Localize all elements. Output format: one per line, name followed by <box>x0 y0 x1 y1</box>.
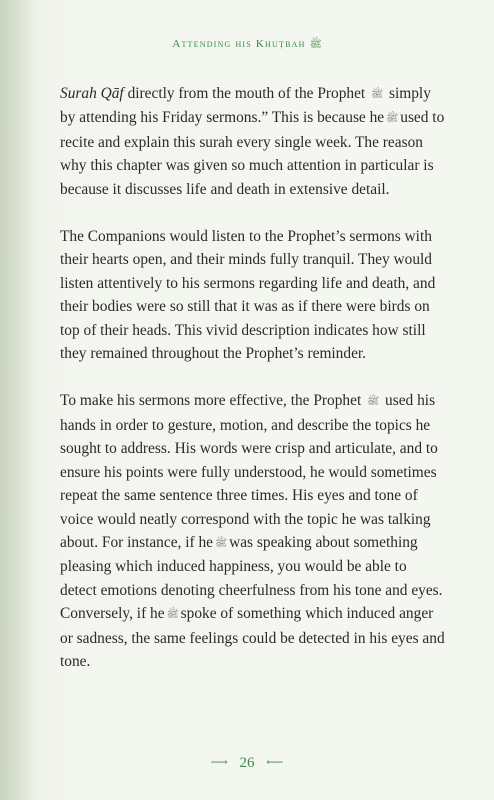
text-run: To make his sermons more effective, the Prophet <box>60 392 366 410</box>
text-run: spoke of something which induced anger or sadness, the same feelings could be detected in his eyes and tone. <box>60 605 445 670</box>
paragraph <box>60 225 445 365</box>
text-run: directly from the mouth of the Prophet <box>123 85 370 102</box>
italic-text: Surah Qāf <box>60 85 124 102</box>
running-head-honorific: ﷺ <box>309 39 322 50</box>
running-head <box>0 38 494 52</box>
paragraph <box>60 82 445 201</box>
text-run: simply by attending his Friday sermons.” This is because he <box>60 85 431 127</box>
folio-ornament-right: ⟵ <box>266 755 284 769</box>
text-run: used to recite and explain this surah every single week. The reason why this chapter was given so much attention in particular is because it discusses life and death in extensive detail. <box>60 109 445 198</box>
folio-ornament-left: ⟶ <box>210 755 228 769</box>
text-run: The Companions would listen to the Prophet’s sermons with their hearts open, and their minds fully tranquil. They would listen attentively to his sermons regarding life and death, and their bodies were so still that it was as if there were birds on top of their heads. This vivid description indicates how still they remained throughout the Prophet’s reminder. <box>60 228 436 363</box>
text-run: used his hands in order to gesture, motion, and describe the topics he sought to address. His words were crisp and articulate, and to ensure his points were fully understood, he would sometimes repeat the same sentence three times. His eyes and tone of voice would neatly correspond with the topic he was talking about. For instance, if he <box>60 392 438 551</box>
honorific-glyph: ﷺ <box>215 537 228 549</box>
honorific-glyph: ﷺ <box>367 396 380 408</box>
running-head-title: Attending his Khuṭbah <box>172 38 306 50</box>
honorific-glyph: ﷺ <box>386 113 399 125</box>
page-gutter-shade <box>0 0 40 800</box>
honorific-glyph: ﷺ <box>166 609 179 621</box>
page-folio <box>0 755 494 772</box>
text-run: was speaking about something pleasing which induced happiness, you would be able to detect emotions denoting cheerfulness from his tone and eyes. Conversely, if he <box>60 533 443 623</box>
page-number: 26 <box>239 755 255 771</box>
body-text <box>60 82 445 696</box>
honorific-glyph: ﷺ <box>371 89 384 100</box>
paragraph <box>60 389 445 673</box>
